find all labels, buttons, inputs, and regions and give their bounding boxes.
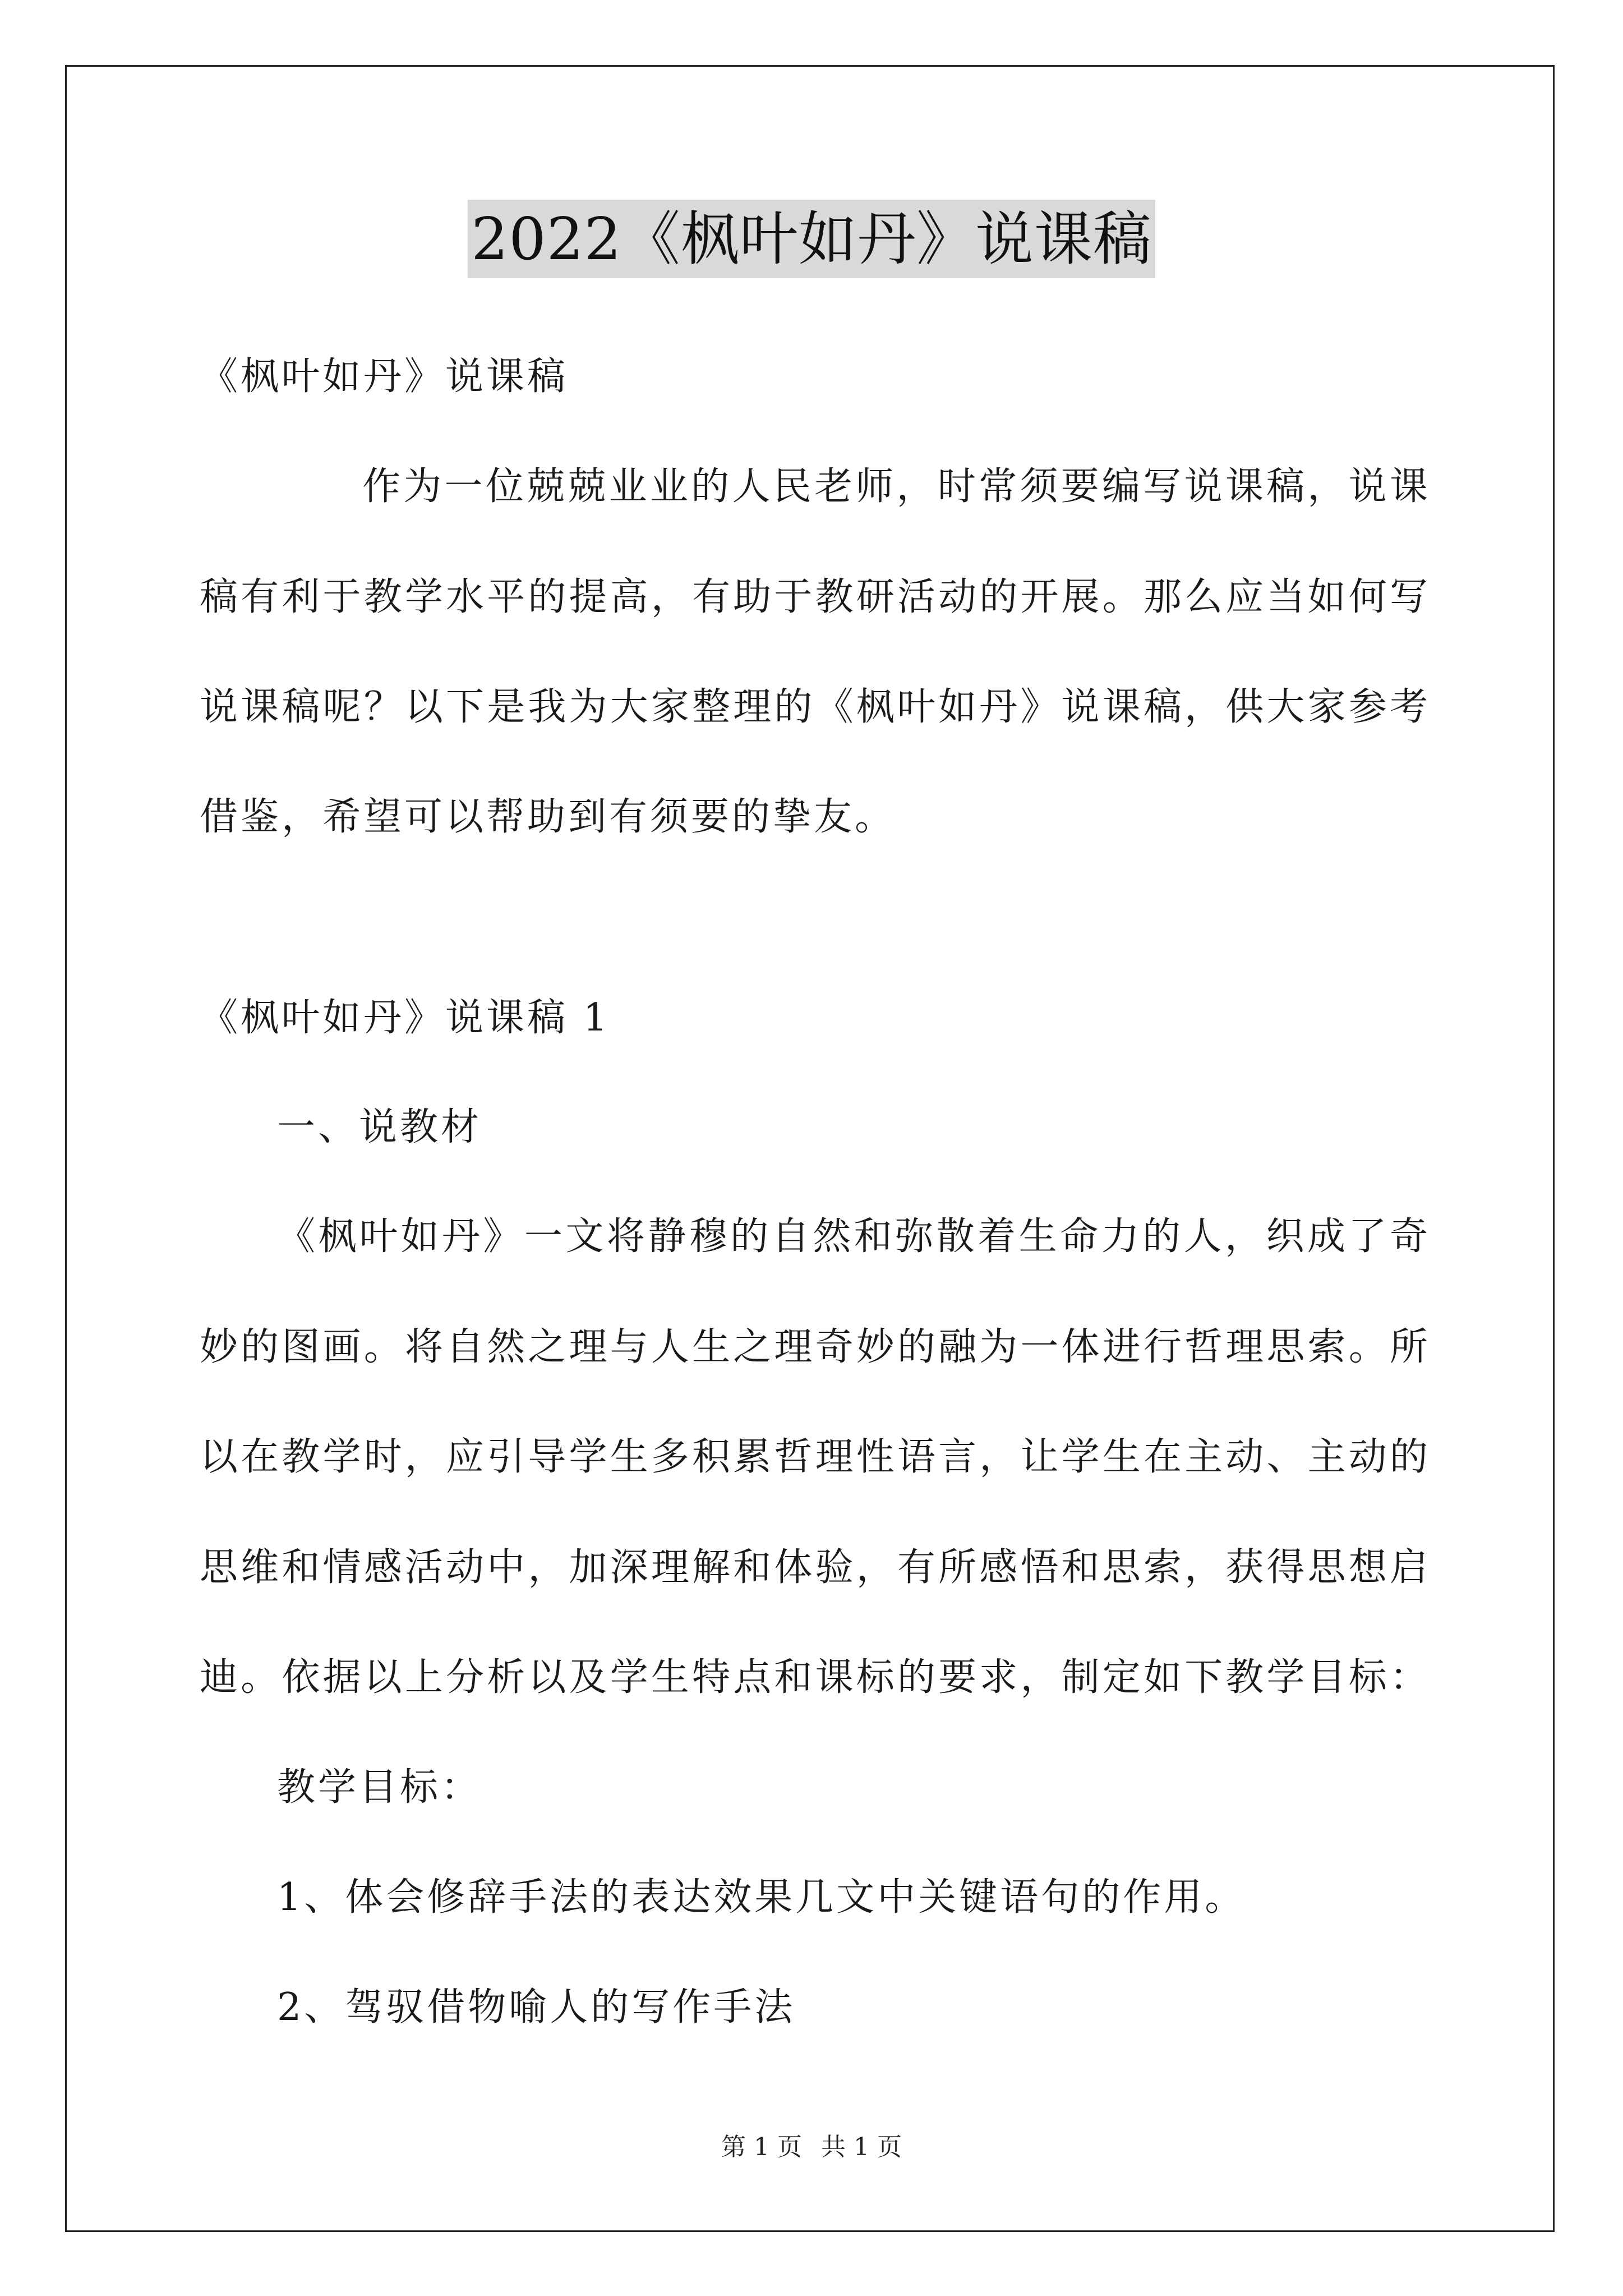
part-heading: 一、说教材	[277, 1105, 482, 1149]
body-line-4: 思维和情感活动中，加深理解和体验，有所感悟和思索，获得思想启	[200, 1545, 1428, 1590]
goals-heading: 教学目标：	[277, 1765, 482, 1810]
body-line-2: 妙的图画。将自然之理与人生之理奇妙的融为一体进行哲理思索。所	[200, 1325, 1428, 1369]
title-block	[0, 200, 1623, 278]
intro-line-2: 稿有利于教学水平的提高，有助于教研活动的开展。那么应当如何写	[200, 575, 1428, 619]
body-line-5: 迪。依据以上分析以及学生特点和课标的要求，制定如下教学目标：	[200, 1655, 1428, 1700]
page-total: 共 1 页	[821, 2133, 902, 2161]
goal-item-1: 1、体会修辞手法的表达效果几文中关键语句的作用。	[277, 1875, 1246, 1920]
document-title: 2022《枫叶如丹》说课稿	[468, 200, 1155, 278]
section-heading: 《枫叶如丹》说课稿 1	[200, 996, 610, 1040]
goal-item-2: 2、驾驭借物喻人的写作手法	[277, 1985, 796, 2030]
document-subtitle: 《枫叶如丹》说课稿	[200, 355, 569, 399]
intro-line-3: 说课稿呢？以下是我为大家整理的《枫叶如丹》说课稿，供大家参考	[200, 685, 1428, 729]
page-footer	[0, 2131, 1623, 2164]
intro-line-1: 作为一位兢兢业业的人民老师，时常须要编写说课稿，说课	[362, 464, 1428, 509]
body-line-1: 《枫叶如丹》一文将静穆的自然和弥散着生命力的人，织成了奇	[277, 1214, 1428, 1259]
page-number: 第 1 页	[721, 2133, 802, 2161]
body-line-3: 以在教学时，应引导学生多积累哲理性语言，让学生在主动、主动的	[200, 1435, 1428, 1479]
intro-line-4: 借鉴，希望可以帮助到有须要的挚友。	[200, 795, 896, 839]
